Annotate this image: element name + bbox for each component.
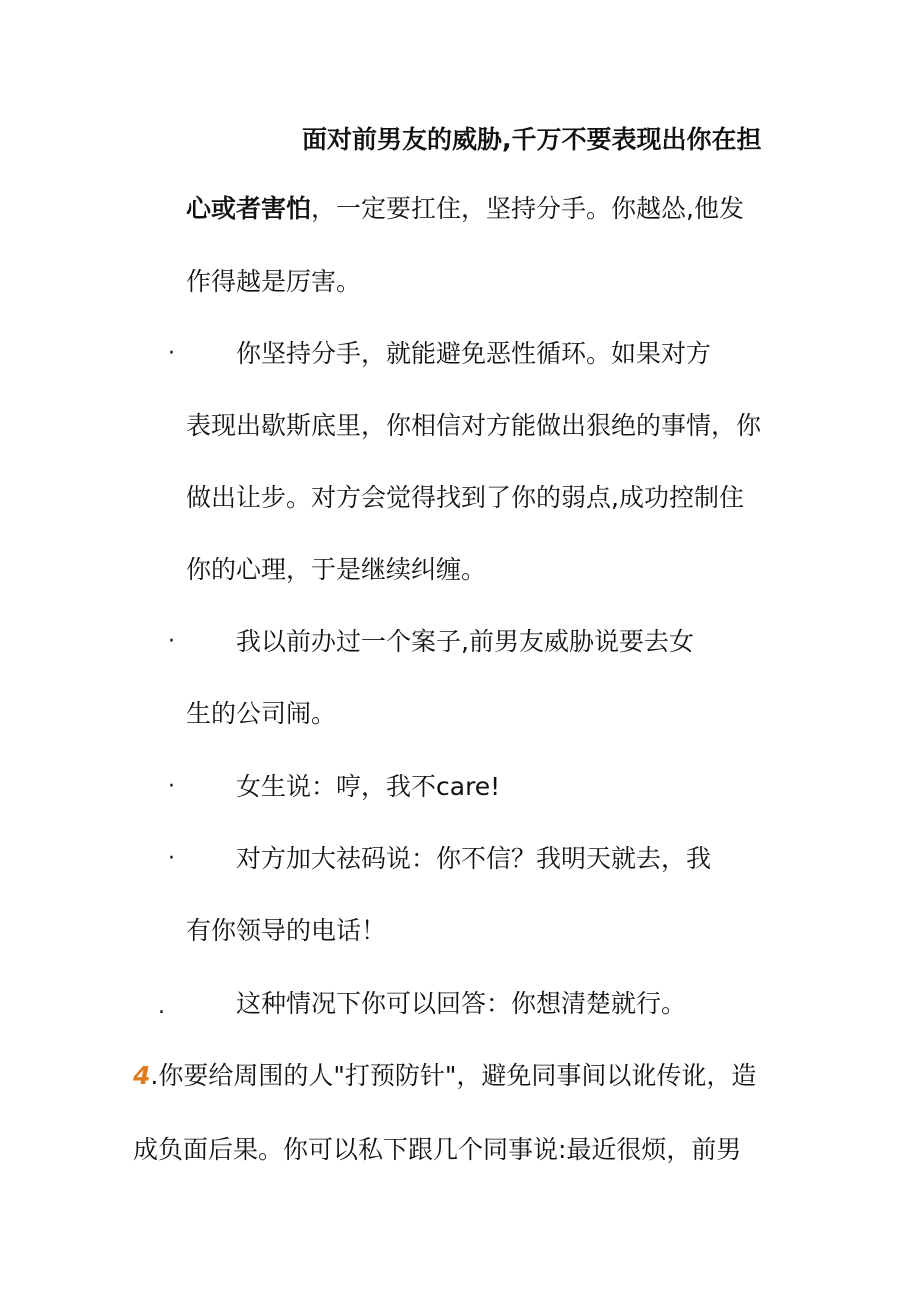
bold-text: 心或者害怕 — [186, 194, 312, 223]
paragraph-line: 你的心理，于是继续纠缠。 — [186, 555, 487, 584]
paragraph-line: 作得越是厉害。 — [186, 267, 362, 296]
bullet-line: 女生说：哼，我不care! — [236, 772, 501, 801]
paragraph-line — [186, 192, 744, 226]
paragraph-line: 面对前男友的威胁,千万不要表现出你在担 — [302, 125, 762, 154]
bullet-line: 我以前办过一个案子,前男友威胁说要去女 — [236, 627, 694, 656]
bullet-mark: · — [168, 774, 175, 799]
paragraph-line: 有你领导的电话！ — [186, 916, 387, 945]
bullet-mark: · — [168, 846, 175, 871]
body-text: .你要给周围的人"打预防针"，避免同事间以讹传讹，造 — [150, 1061, 757, 1090]
bullet-mark: . — [158, 994, 165, 1019]
paragraph-line: 表现出歇斯底里，你相信对方能做出狠绝的事情，你 — [186, 411, 762, 440]
paragraph-line: 成负面后果。你可以私下跟几个同事说:最近很烦，前男 — [133, 1135, 742, 1164]
item-number: 4 — [133, 1061, 151, 1090]
bullet-line: 对方加大祛码说：你不信？我明天就去，我 — [236, 844, 712, 873]
bullet-mark: · — [168, 629, 175, 654]
bullet-line: 你坚持分手，就能避免恶性循环。如果对方 — [236, 339, 712, 368]
paragraph-line: 做出让步。对方会觉得找到了你的弱点,成功控制住 — [186, 483, 744, 512]
body-text: ，一定要扛住，坚持分手。你越怂,他发 — [311, 194, 744, 223]
bullet-mark: · — [168, 341, 175, 366]
numbered-paragraph-line — [133, 1059, 756, 1093]
paragraph-line: 生的公司闹。 — [186, 699, 337, 728]
bullet-line: 这种情况下你可以回答：你想清楚就行。 — [236, 989, 687, 1018]
